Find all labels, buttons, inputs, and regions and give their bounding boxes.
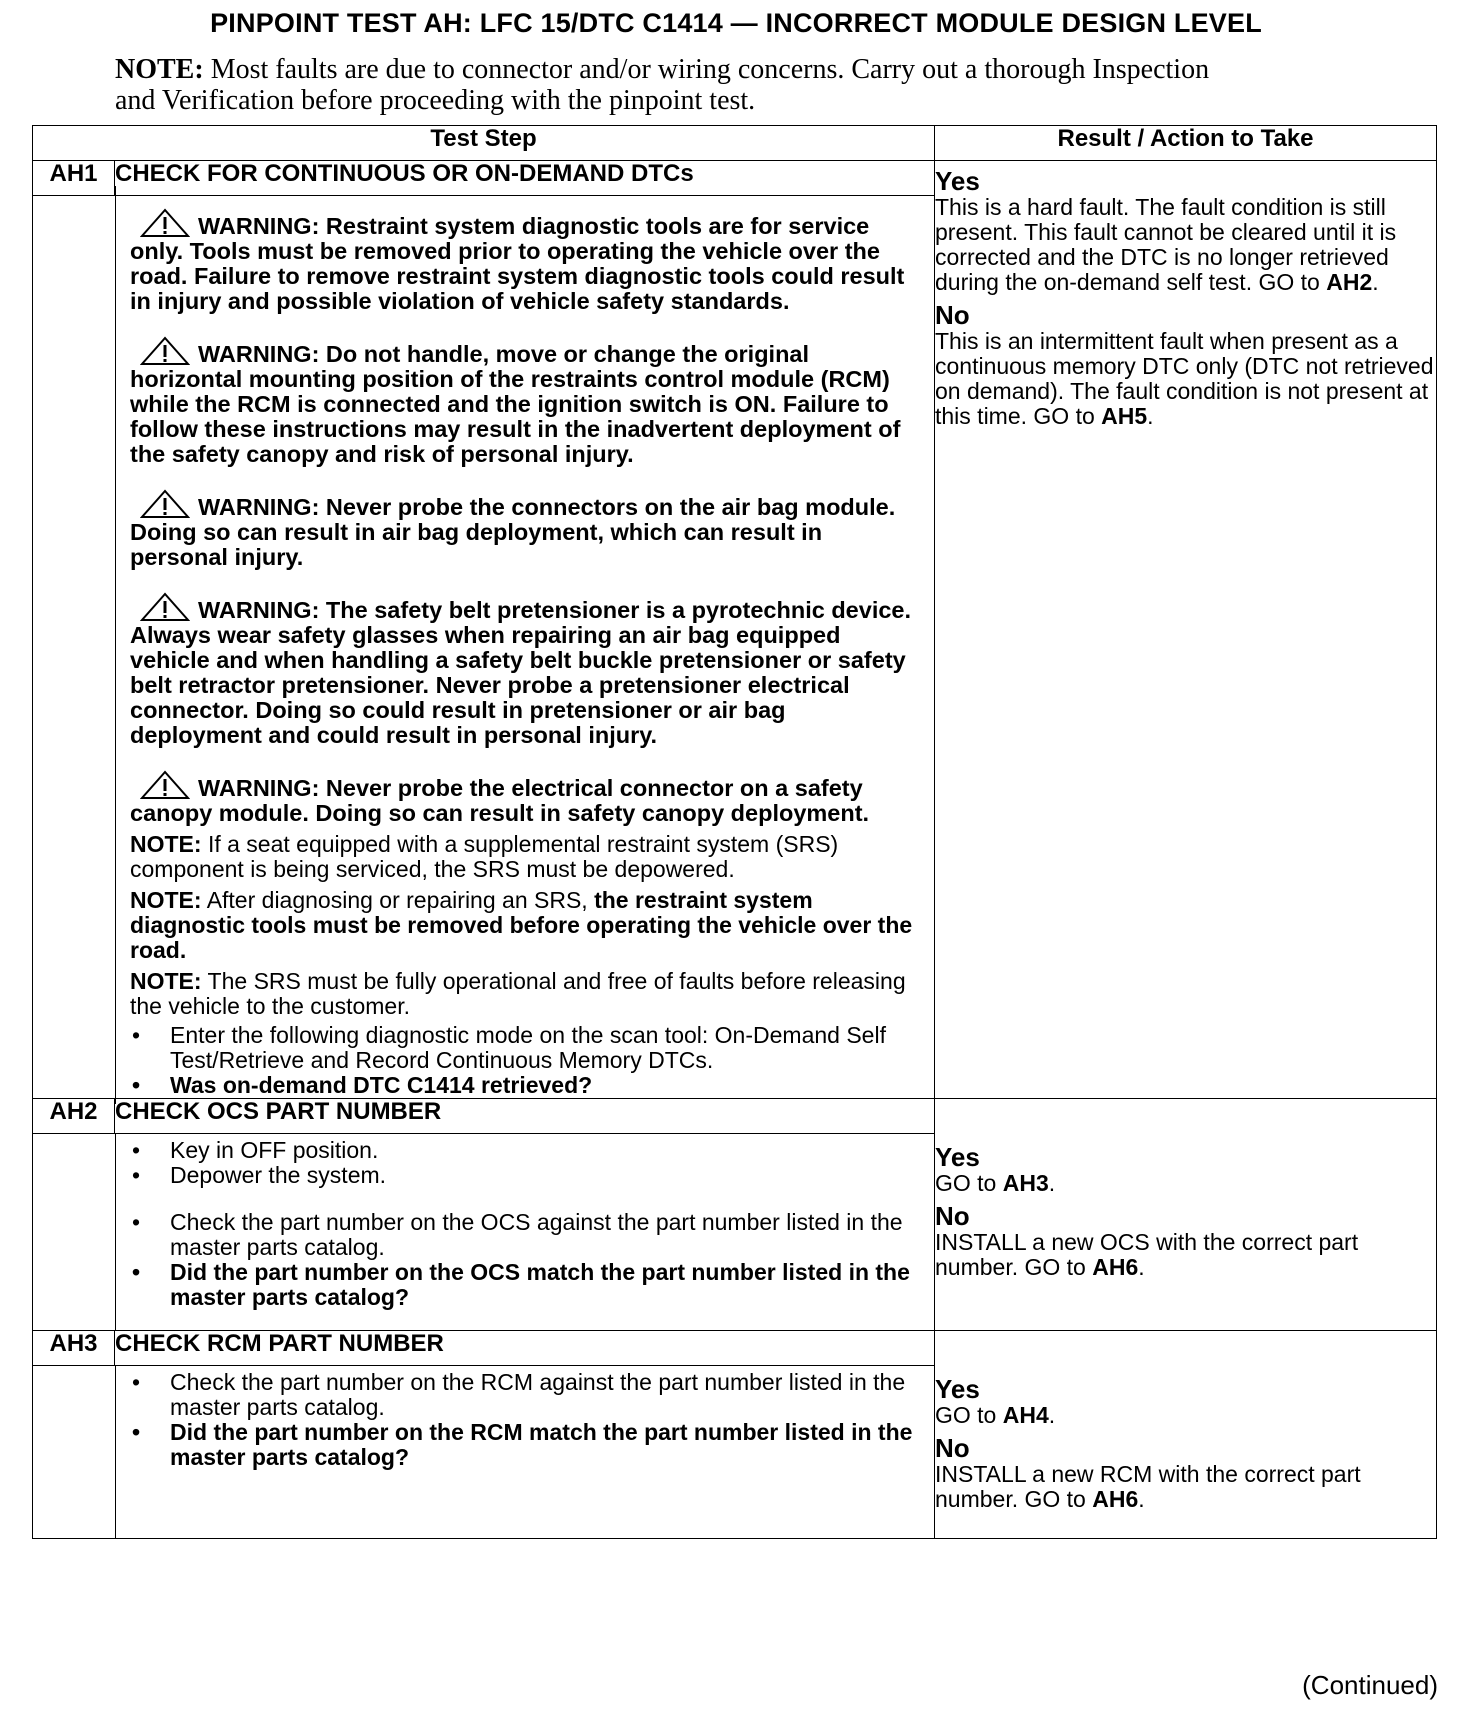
result-yes-label: Yes: [935, 1374, 980, 1404]
step-ah3-result: [935, 1331, 1437, 1539]
header-result: Result / Action to Take: [935, 126, 1437, 161]
result-no-label: No: [935, 1433, 970, 1463]
result-no-label: No: [935, 1201, 970, 1231]
warning-block: WARNING: The safety belt pretensioner is a pyrotechnic device. Always wear safety glasses when repairing an air bag equipped vehicle and when handling a safety belt buckle pretensioner or safety belt retractor pretensioner. Never probe a pretensioner electrical connector. Doing so could result in pretensioner or air bag deployment and could result in personal injury.: [130, 592, 922, 748]
result-no-text: This is an intermittent fault when present as a continuous memory DTC only (DTC not retrieved on demand). The fault condition is not present at this time. GO to AH5.: [935, 328, 1434, 429]
table-header-row: [33, 126, 1437, 161]
step-id: AH2: [33, 1099, 115, 1134]
warning-triangle-icon: [140, 489, 190, 519]
bullet-icon: •: [132, 1072, 141, 1098]
step-heading: CHECK OCS PART NUMBER: [115, 1099, 935, 1134]
list-item: • Enter the following diagnostic mode on the scan tool: On-Demand Self Test/Retrieve and Record Continuous Memory DTCs.: [132, 1022, 886, 1073]
bullet-icon: •: [132, 1419, 141, 1445]
bullet-icon: •: [132, 1022, 141, 1048]
warning-block: WARNING: Never probe the electrical connector on a safety canopy module. Doing so can result in safety canopy deployment.: [130, 770, 922, 826]
step-heading: CHECK RCM PART NUMBER: [115, 1331, 935, 1366]
bullet-icon: •: [132, 1209, 141, 1235]
goto-link[interactable]: AH6: [1092, 1486, 1139, 1512]
step-id: AH3: [33, 1331, 115, 1366]
result-no-text: INSTALL a new OCS with the correct part number. GO to AH6.: [935, 1229, 1359, 1280]
note-block: NOTE: If a seat equipped with a supplemental restraint system (SRS) component is being serviced, the SRS must be depowered.: [130, 831, 839, 882]
goto-link[interactable]: AH5: [1101, 403, 1148, 429]
bullet-icon: •: [132, 1369, 141, 1395]
warning-triangle-icon: [140, 592, 190, 622]
step-ah1-body: [33, 196, 935, 1099]
result-yes-text: This is a hard fault. The fault condition is still present. This fault cannot be cleared until it is corrected and the DTC is no longer retrieved during the on-demand self test. GO to AH2.: [935, 194, 1397, 295]
result-yes-label: Yes: [935, 1142, 980, 1172]
list-item-question: • Was on-demand DTC C1414 retrieved?: [132, 1072, 593, 1098]
step-ah3-heading-row: [33, 1331, 1437, 1366]
continued-label: (Continued): [1302, 1670, 1438, 1700]
intro-note-text: Most faults are due to connector and/or wiring concerns. Carry out a thorough Inspection and Verification before proceeding with the pinpoint test.: [115, 54, 1210, 116]
warning-block: WARNING: Never probe the connectors on the air bag module. Doing so can result in air bag deployment, which can result in personal injury.: [130, 489, 922, 570]
step-ah3-body: [33, 1366, 935, 1539]
warning-block: WARNING: Restraint system diagnostic tools are for service only. Tools must be removed prior to operating the vehicle over the road. Failure to remove restraint system diagnostic tools could result in injury and possible violation of vehicle safety standards.: [130, 208, 922, 314]
result-no-label: No: [935, 300, 970, 330]
list-item-question: • Did the part number on the OCS match the part number listed in the master parts catalog?: [132, 1259, 910, 1310]
bullet-icon: •: [132, 1137, 141, 1163]
step-id: AH1: [33, 161, 115, 196]
result-no-text: INSTALL a new RCM with the correct part number. GO to AH6.: [935, 1461, 1361, 1512]
note-block: NOTE: After diagnosing or repairing an SRS, the restraint system diagnostic tools must be removed before operating the vehicle over the road.: [130, 887, 913, 963]
step-heading: CHECK FOR CONTINUOUS OR ON-DEMAND DTCs: [115, 161, 935, 196]
result-yes-label: Yes: [935, 166, 980, 196]
list-item: • Check the part number on the OCS against the part number listed in the master parts catalog.: [132, 1209, 903, 1260]
step-ah2-result: [935, 1099, 1437, 1331]
bullet-list: [130, 1023, 922, 1098]
result-yes-text: GO to AH4.: [935, 1402, 1056, 1428]
step-ah2-body: [33, 1134, 935, 1331]
warning-block: WARNING: Do not handle, move or change the original horizontal mounting position of the restraints control module (RCM) while the RCM is connected and the ignition switch is ON. Failure to follow these instructions may result in the inadvertent deployment of the safety canopy and risk of personal injury.: [130, 336, 922, 467]
note-block: NOTE: The SRS must be fully operational and free of faults before releasing the vehicle to the customer.: [130, 968, 906, 1019]
list-item-question: • Did the part number on the RCM match the part number listed in the master parts catalog?: [132, 1419, 913, 1470]
warning-triangle-icon: [140, 770, 190, 800]
goto-link[interactable]: AH3: [1002, 1170, 1049, 1196]
goto-link[interactable]: AH6: [1092, 1254, 1139, 1280]
step-ah1-result: [935, 161, 1437, 1099]
list-item: • Check the part number on the RCM against the part number listed in the master parts catalog.: [132, 1369, 906, 1420]
goto-link[interactable]: AH4: [1002, 1402, 1049, 1428]
intro-note: [115, 54, 1255, 116]
page-title: PINPOINT TEST AH: LFC 15/DTC C1414 — INCORRECT MODULE DESIGN LEVEL: [210, 8, 1262, 38]
pinpoint-table: [32, 125, 1437, 1539]
result-yes-text: GO to AH3.: [935, 1170, 1056, 1196]
warning-triangle-icon: [140, 208, 190, 238]
intro-note-label: NOTE:: [115, 54, 204, 85]
warning-triangle-icon: [140, 336, 190, 366]
list-item: • Depower the system.: [132, 1162, 387, 1188]
header-test-step: Test Step: [33, 126, 935, 161]
list-item: • Key in OFF position.: [132, 1137, 379, 1163]
goto-link[interactable]: AH2: [1326, 269, 1373, 295]
bullet-icon: •: [132, 1162, 141, 1188]
bullet-icon: •: [132, 1259, 141, 1285]
